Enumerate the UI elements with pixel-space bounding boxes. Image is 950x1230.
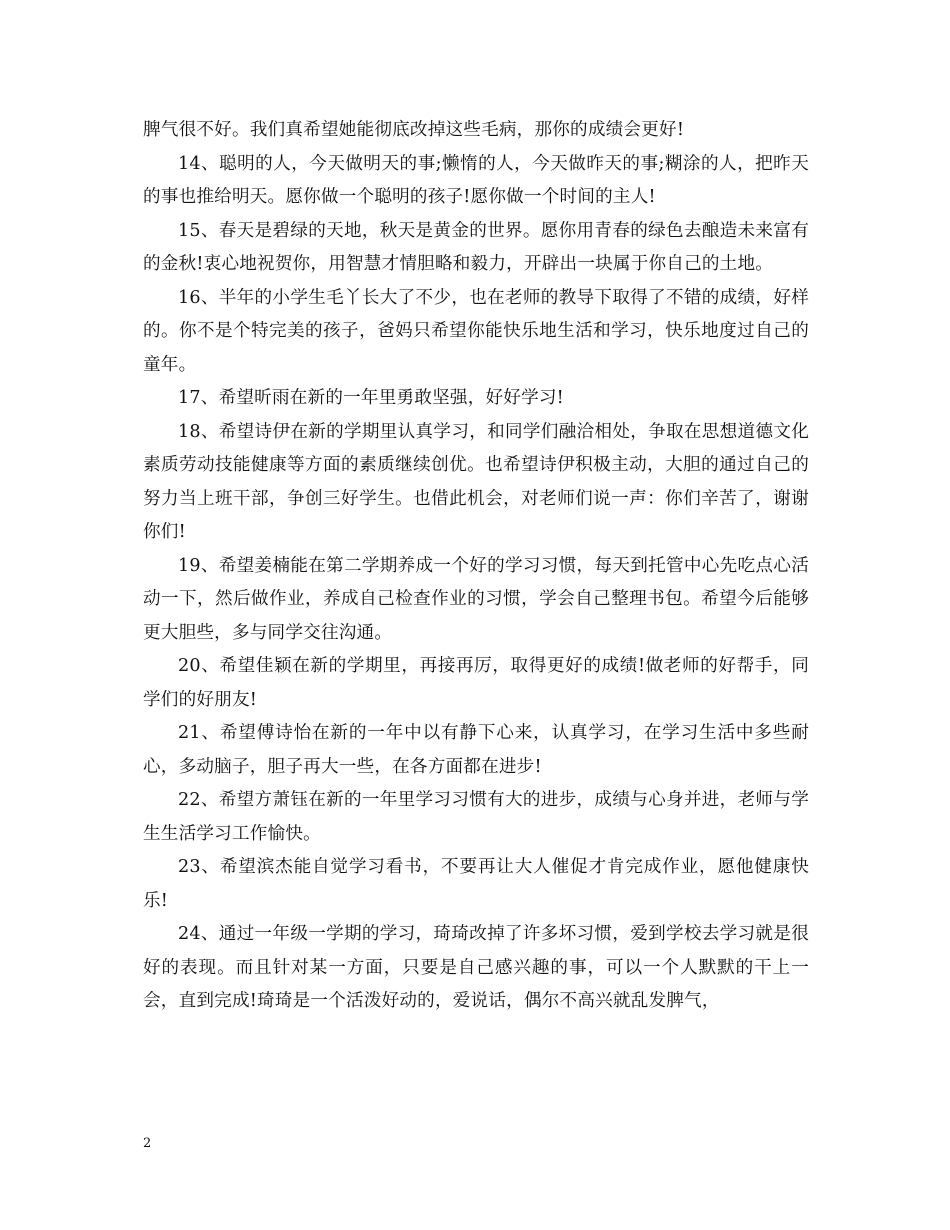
paragraph-item-24: 24、通过一年级一学期的学习，琦琦改掉了许多坏习惯，爱到学校去学习就是很好的表现。而且针对某一方面，只要是自己感兴趣的事，可以一个人默默的干上一会，直到完成!琦琦是一个活泼好动的，爱说话，偶尔不高兴就乱发脾气， <box>143 924 809 1011</box>
paragraph-item-23: 23、希望滨杰能自觉学习看书，不要再让大人催促才肯完成作业，愿他健康快乐! <box>143 857 809 911</box>
paragraph-continuation: 脾气很不好。我们真希望她能彻底改掉这些毛病，那你的成绩会更好! <box>143 120 685 140</box>
paragraph-item-15: 15、春天是碧绿的天地，秋天是黄金的世界。愿你用青春的绿色去酿造未来富有的金秋!衷心地祝贺你，用智慧才情胆略和毅力，开辟出一块属于你自己的土地。 <box>143 220 809 274</box>
paragraph-item-22: 22、希望方萧钰在新的一年里学习习惯有大的进步，成绩与心身并进，老师与学生生活学习工作愉快。 <box>143 790 809 844</box>
paragraph-item-18: 18、希望诗伊在新的学期里认真学习，和同学们融洽相处，争取在思想道德文化素质劳动技能健康等方面的素质继续创优。也希望诗伊积极主动，大胆的通过自己的努力当上班干部，争创三好学生。也借此机会，对老师们说一声：你们辛苦了，谢谢你们! <box>143 421 809 542</box>
paragraph-item-19: 19、希望姜楠能在第二学期养成一个好的学习习惯，每天到托管中心先吃点心活动一下，然后做作业，养成自己检查作业的习惯，学会自己整理书包。希望今后能够更大胆些，多与同学交往沟通。 <box>143 555 809 643</box>
paragraph-item-17: 17、希望昕雨在新的一年里勇敢坚强，好好学习! <box>178 388 564 408</box>
paragraph-item-21: 21、希望傅诗怡在新的一年中以有静下心来，认真学习，在学习生活中多些耐心，多动脑子，胆子再大一些，在各方面都在进步! <box>143 723 809 777</box>
paragraph-item-16: 16、半年的小学生毛丫长大了不少，也在老师的教导下取得了不错的成绩，好样的。你不是个特完美的孩子，爸妈只希望你能快乐地生活和学习，快乐地度过自己的童年。 <box>143 287 809 375</box>
document-body <box>143 114 809 1019</box>
paragraph-item-20: 20、希望佳颖在新的学期里，再接再厉，取得更好的成绩!做老师的好帮手，同学们的好朋友! <box>143 656 809 710</box>
paragraph-item-14: 14、聪明的人，今天做明天的事;懒惰的人，今天做昨天的事;糊涂的人，把昨天的事也推给明天。愿你做一个聪明的孩子!愿你做一个时间的主人! <box>143 153 809 207</box>
page-number: 2 <box>143 1136 152 1151</box>
